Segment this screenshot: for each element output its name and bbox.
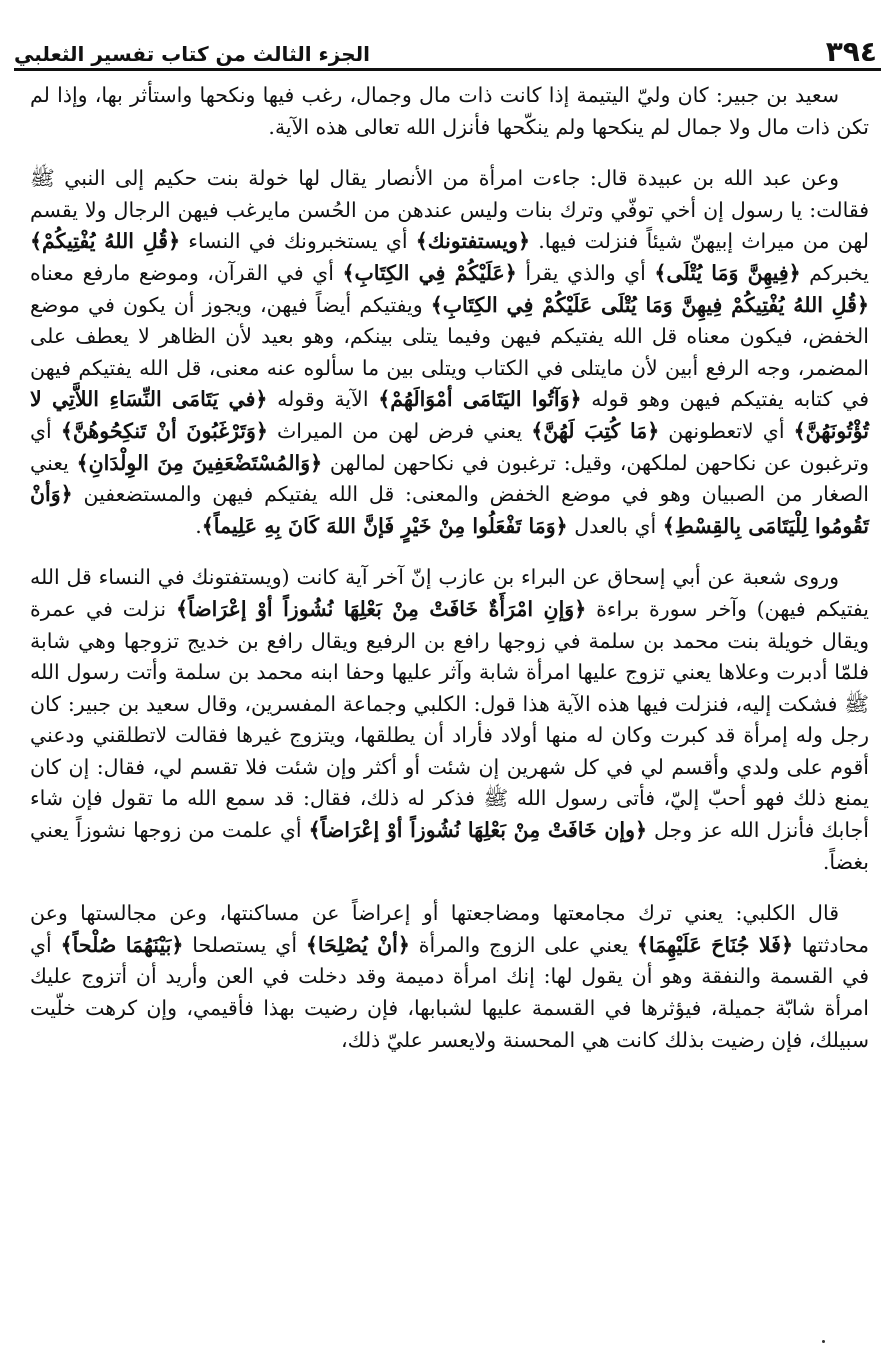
text-run: يعني على الزوج والمرأة — [409, 932, 637, 957]
quran-quote: ﴿قُلِ اللهُ يُفْتِيكُمْ فِيهِنَّ وَمَا يُتْلَى عَلَيْكُمْ فِي الكِتَابِ﴾ — [430, 292, 869, 317]
page-header — [14, 22, 877, 70]
text-run: أي يستصلحا — [183, 932, 306, 957]
paragraph — [30, 562, 869, 878]
text-run: قال الكلبي: يعني ترك مجامعتها ومضاجعتها أو إعراضاً عن مساكنتها، وعن مجالستها وعن محادثتها — [30, 901, 870, 957]
quran-quote: ﴿ويستفتونك﴾ — [415, 229, 531, 254]
text-run: وعن عبد الله بن عبيدة قال: جاءت امرأة من الأنصار يقال لها خولة بنت حكيم إلى النبي ﷺ فقالت: يا رسول إن أخي توفّي وترك بنات وليس عندهن من الحُسن مايرغب فيهن الرجال ولا يقسم لهن من ميراث إبيهنّ شيئاً فنزلت فيها. — [30, 166, 869, 254]
paragraph — [30, 80, 869, 143]
text-run: أي وترغبون عن نكاحهن لملكهن، وقيل: ترغبون في نكاحهن لمالهن — [30, 418, 870, 475]
text-run: أي في القسمة والنفقة وهو أن يقول لها: إنك امرأة دميمة وقد دخلت في العن وأريد أن أتزوج عليك امرأة شابّة جميلة، فيؤثرها في القسمة عليها لشبابها، فإن رضيت بهذا فأقيمي، وإن كرهت خلّيت سبيلك، فإن رضيت بذلك كانت هي المحسنة ولايعسر عليّ ذلك، — [30, 932, 869, 1052]
quran-quote: ﴿وَالمُسْتَضْعَفِينَ مِنَ الوِلْدَانِ﴾ — [76, 450, 323, 475]
text-run: أي بالعدل — [567, 513, 663, 538]
quran-quote: ﴿فِيهِنَّ وَمَا يُتْلَى﴾ — [654, 260, 801, 285]
quran-quote: ﴿فَلا جُنَاحَ عَلَيْهِمَا﴾ — [636, 932, 793, 957]
quran-quote: ﴿وإن خَافَتْ مِنْ بَعْلِهَا نُشُوزاً أوْ إعْرَاضاً﴾ — [308, 818, 648, 843]
text-run: نزلت في عمرة ويقال خويلة بنت محمد بن سلمة في زوجها رافع بن الرفيع ويقال رافع بن خديج تزوجها وهي شابة فلمّا أدبرت وعلاها يعني تزوج عليها امرأة شابة وآثر عليها وحفا ابنه محمد بن سلمة وأتت رسول الله ﷺ فشكت إليه، فنزلت فيها هذه الآية هذا قول: الكلبي وجماعة المفسرين، وقال سعيد بن جبير: كان رجل وله إمرأة قد كبرت وكان له منها أولاد فأراد أن يطلقها، ويتزوج غيرها فقالت لاتطلقني ودعني أقوم على ولدي وأقسم لي في كل شهرين إن شئت أو أكثر وإن شئت فلا تقسم لي، فقال: إن كان يمنع ذلك فهو أحبّ إليّ، فأتى رسول الله ﷺ فذكر له ذلك، فقال: قد سمع الله ما تقول فإن شاء أجابك فأنزل الله عز وجل — [30, 596, 870, 843]
quran-quote: ﴿وَآتُوا اليَتَامَى أمْوَالَهُمْ﴾ — [378, 387, 582, 412]
quran-quote: ﴿في يَتَامَى النِّسَاءِ اللاَّتِي لا تُؤْتُونَهُنَّ﴾ — [30, 387, 869, 443]
text-run: يخبركم — [800, 260, 870, 285]
quran-quote: ﴿مَا كُتِبَ لَهُنَّ﴾ — [531, 418, 660, 443]
text-run: ويفتيكم أيضاً فيهن، ويجوز أن يكون في موضع الخفض، فيكون معناه قل الله يفتيكم فيهن وفيما يتلى بينكم، وهو بعيد لأن الظاهر لا يعطف على المضمر، وجه الرفع أبين لأن مايتلى في الكتاب ويتلى بين ما سألوه عنه معنى، قل الله يفتيكم فيهن في كتابه يفتيكم فيهن وهو قوله — [30, 292, 869, 412]
text-run: أي يستخبرونك في النساء — [180, 229, 416, 254]
ink-dot — [822, 1340, 825, 1343]
body-text — [30, 80, 869, 1076]
quran-quote: ﴿قُلِ اللهُ يُفْتِيكُمْ﴾ — [30, 229, 181, 254]
running-title: الجزء الثالث من كتاب تفسير الثعلبي — [14, 42, 371, 66]
paragraph — [30, 163, 869, 542]
header-rule — [14, 68, 881, 71]
text-run: أي والذي يقرأ — [516, 260, 655, 285]
quran-quote: ﴿أنْ يُصْلِحَا﴾ — [305, 932, 410, 957]
page-number: ٣٩٤ — [825, 35, 877, 68]
text-run: يعني الصغار من الصبيان وهو في موضع الخفض والمعنى: قل الله يفتيكم فيهن والمستضعفين — [30, 450, 869, 507]
quran-quote: ﴿وَإنِ امْرَأَةٌ خَافَتْ مِنْ بَعْلِهَا نُشُوزاً أوْ إعْرَاضاً﴾ — [175, 596, 587, 621]
quran-quote: ﴿وَمَا تَفْعَلُوا مِنْ خَيْرٍ فَإنَّ اللهَ كَانَ بِهِ عَلِيماً﴾ — [201, 513, 568, 538]
text-run: وروى شعبة عن أبي إسحاق عن البراء بن عازب إنّ آخر آية كانت (ويستفتونك في النساء قل الله يفتيكم فيهن) وآخر سورة براءة — [30, 565, 869, 621]
text-run: . — [195, 513, 202, 538]
text-run: الآية وقوله — [267, 387, 379, 412]
text-run: أي علمت من زوجها نشوزاً يعني بغضاً. — [30, 818, 869, 874]
quran-quote: ﴿عَلَيْكُمْ فِي الكِتَابِ﴾ — [342, 260, 517, 285]
paragraph — [30, 898, 869, 1056]
quran-quote: ﴿وَأنْ تَقُومُوا لِلْيَتَامَى بِالقِسْطِ﴾ — [30, 482, 869, 538]
text-run: يعني فرض لهن من الميراث — [267, 418, 532, 443]
text-run: أي لاتعطونهن — [659, 418, 794, 443]
quran-quote: ﴿بَيْنَهُمَا صُلْحاً﴾ — [60, 932, 184, 957]
text-run: أي في القرآن، وموضع مارفع معناه — [30, 260, 343, 285]
quran-quote: ﴿وَتَرْغَبُونَ أنْ تَنكِحُوهُنَّ﴾ — [60, 418, 268, 443]
text-run: سعيد بن جبير: كان وليّ اليتيمة إذا كانت ذات مال وجمال، رغب فيها ونكحها واستأثر بها، وإذا لم تكن ذات مال ولا جمال لم ينكحها ولم ينكّحها فأنزل الله تعالى هذه الآية. — [30, 83, 869, 139]
